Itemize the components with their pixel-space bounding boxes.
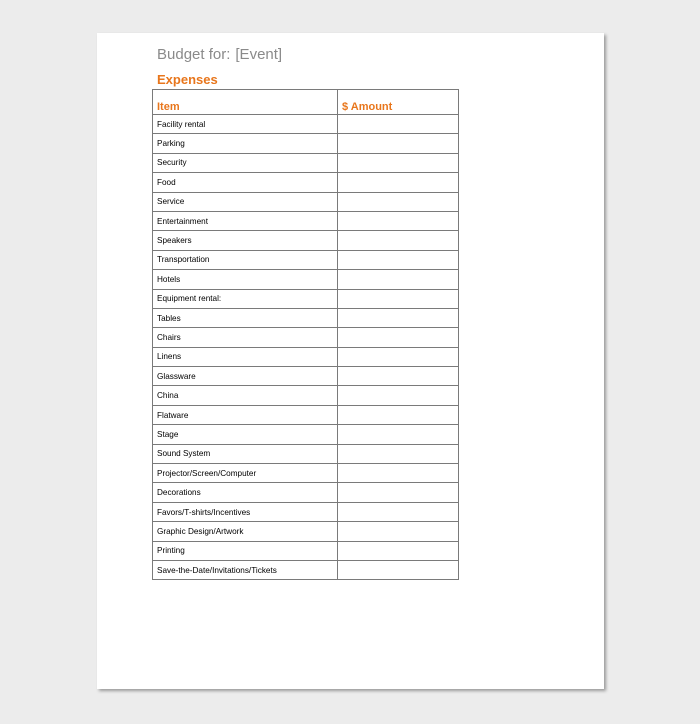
table-row bbox=[153, 192, 459, 211]
amount-cell[interactable] bbox=[338, 386, 459, 405]
amount-cell[interactable] bbox=[338, 211, 459, 230]
amount-cell[interactable] bbox=[338, 173, 459, 192]
amount-cell[interactable] bbox=[338, 464, 459, 483]
table-row bbox=[153, 211, 459, 230]
item-cell: Parking bbox=[153, 134, 338, 153]
table-row bbox=[153, 153, 459, 172]
table-row bbox=[153, 115, 459, 134]
item-cell: Flatware bbox=[153, 405, 338, 424]
item-cell: Printing bbox=[153, 541, 338, 560]
table-row bbox=[153, 483, 459, 502]
item-cell: Security bbox=[153, 153, 338, 172]
table-row bbox=[153, 367, 459, 386]
amount-cell[interactable] bbox=[338, 444, 459, 463]
item-cell: Sound System bbox=[153, 444, 338, 463]
document-page bbox=[97, 33, 604, 689]
table-row bbox=[153, 541, 459, 560]
expenses-table bbox=[152, 89, 459, 580]
item-cell: Tables bbox=[153, 308, 338, 327]
item-cell: Food bbox=[153, 173, 338, 192]
amount-cell[interactable] bbox=[338, 405, 459, 424]
amount-cell[interactable] bbox=[338, 328, 459, 347]
item-cell: Projector/Screen/Computer bbox=[153, 464, 338, 483]
item-cell: Facility rental bbox=[153, 115, 338, 134]
expenses-heading: Expenses bbox=[157, 72, 218, 87]
table-row bbox=[153, 386, 459, 405]
item-cell: Graphic Design/Artwork bbox=[153, 522, 338, 541]
amount-cell[interactable] bbox=[338, 231, 459, 250]
title-prefix: Budget for: bbox=[157, 46, 231, 63]
table-row bbox=[153, 405, 459, 424]
table-row bbox=[153, 289, 459, 308]
amount-cell[interactable] bbox=[338, 541, 459, 560]
item-cell: Decorations bbox=[153, 483, 338, 502]
table-row bbox=[153, 270, 459, 289]
item-cell: Service bbox=[153, 192, 338, 211]
item-cell: Glassware bbox=[153, 367, 338, 386]
amount-cell[interactable] bbox=[338, 270, 459, 289]
amount-cell[interactable] bbox=[338, 425, 459, 444]
table-row bbox=[153, 173, 459, 192]
amount-cell[interactable] bbox=[338, 115, 459, 134]
item-cell: China bbox=[153, 386, 338, 405]
amount-cell[interactable] bbox=[338, 134, 459, 153]
item-column-header: Item bbox=[153, 90, 338, 115]
item-cell: Equipment rental: bbox=[153, 289, 338, 308]
item-cell: Entertainment bbox=[153, 211, 338, 230]
table-row bbox=[153, 464, 459, 483]
table-row bbox=[153, 560, 459, 579]
item-cell: Chairs bbox=[153, 328, 338, 347]
item-cell: Speakers bbox=[153, 231, 338, 250]
amount-cell[interactable] bbox=[338, 367, 459, 386]
item-cell: Favors/T-shirts/Incentives bbox=[153, 502, 338, 521]
table-row bbox=[153, 522, 459, 541]
amount-cell[interactable] bbox=[338, 153, 459, 172]
amount-cell[interactable] bbox=[338, 522, 459, 541]
amount-cell[interactable] bbox=[338, 502, 459, 521]
amount-cell[interactable] bbox=[338, 347, 459, 366]
table-row bbox=[153, 444, 459, 463]
item-cell: Save-the-Date/Invitations/Tickets bbox=[153, 560, 338, 579]
table-header-row bbox=[153, 90, 459, 115]
document-title bbox=[157, 46, 282, 63]
table-row bbox=[153, 250, 459, 269]
table-row bbox=[153, 231, 459, 250]
event-placeholder[interactable]: [Event] bbox=[235, 46, 283, 63]
amount-cell[interactable] bbox=[338, 308, 459, 327]
item-cell: Transportation bbox=[153, 250, 338, 269]
amount-column-header: $ Amount bbox=[338, 90, 459, 115]
item-cell: Linens bbox=[153, 347, 338, 366]
item-cell: Stage bbox=[153, 425, 338, 444]
amount-cell[interactable] bbox=[338, 192, 459, 211]
table-row bbox=[153, 134, 459, 153]
amount-cell[interactable] bbox=[338, 289, 459, 308]
table-row bbox=[153, 425, 459, 444]
amount-cell[interactable] bbox=[338, 250, 459, 269]
table-row bbox=[153, 328, 459, 347]
amount-cell[interactable] bbox=[338, 483, 459, 502]
table-row bbox=[153, 308, 459, 327]
table-row bbox=[153, 347, 459, 366]
item-cell: Hotels bbox=[153, 270, 338, 289]
table-row bbox=[153, 502, 459, 521]
amount-cell[interactable] bbox=[338, 560, 459, 579]
